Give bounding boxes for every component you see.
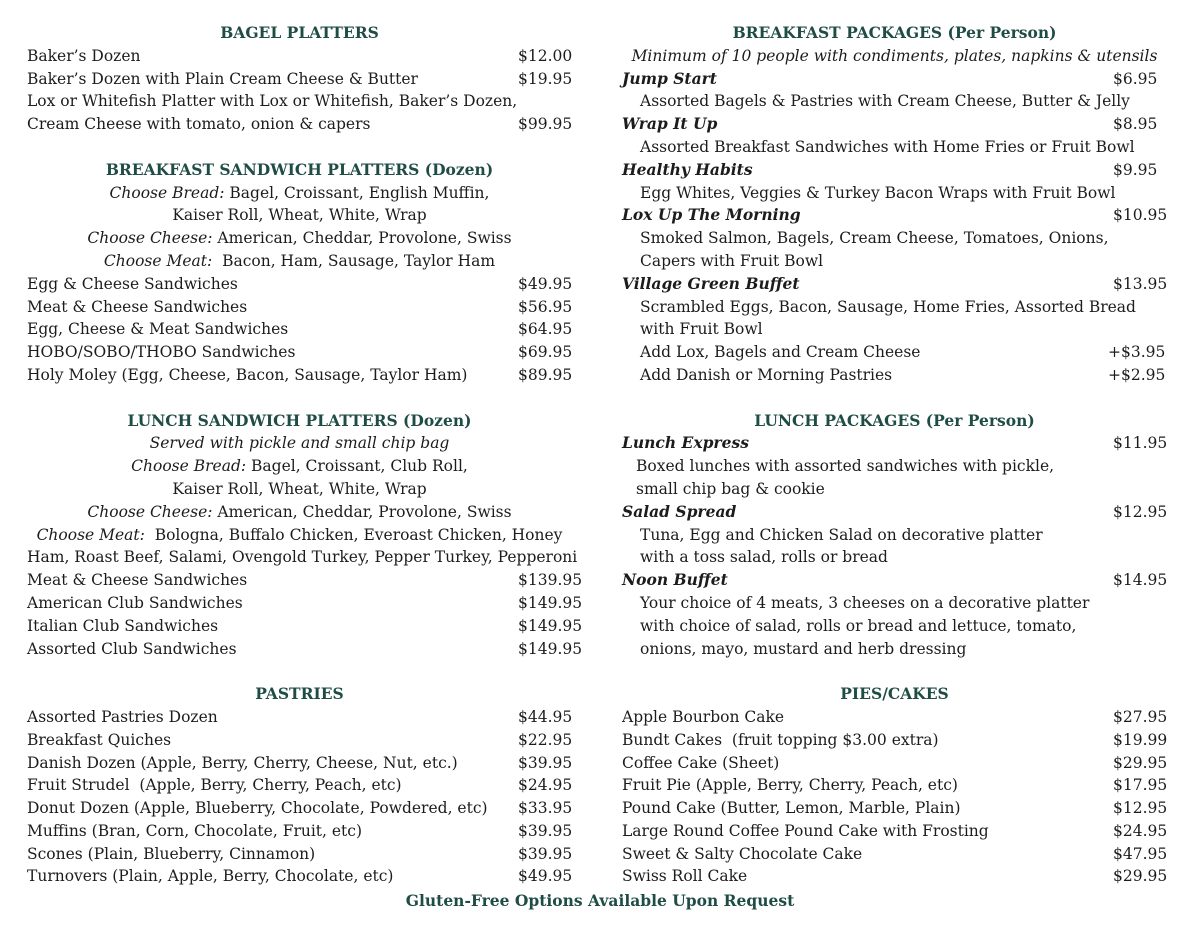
- menu-item: [27, 865, 572, 888]
- option-text: Bagel, Croissant, Club Roll,: [246, 457, 468, 476]
- package-desc: Capers with Fruit Bowl: [640, 251, 824, 270]
- package-item: [622, 204, 1167, 227]
- served-note: Served with pickle and small chip bag: [149, 434, 450, 453]
- item-name: Muffins (Bran, Corn, Chocolate, Fruit, etc): [27, 821, 363, 840]
- item-price: $29.95: [1113, 753, 1168, 772]
- addon-price: +$3.95: [1108, 343, 1166, 362]
- item-price: $149.95: [518, 639, 583, 658]
- menu-item: [622, 774, 1167, 797]
- item-price: $56.95: [518, 297, 573, 316]
- addon-item: [622, 341, 1167, 364]
- left-column: [27, 22, 583, 888]
- menu-item: [622, 706, 1167, 729]
- item-price: $27.95: [1113, 707, 1168, 726]
- package-name: Village Green Buffet: [622, 273, 800, 293]
- item-price: $89.95: [518, 365, 573, 384]
- menu-item: [622, 797, 1167, 820]
- item-price: $24.95: [1113, 821, 1168, 840]
- menu-item: [27, 592, 583, 615]
- package-desc: small chip bag & cookie: [636, 479, 825, 498]
- menu-item: [27, 638, 583, 661]
- item-price: $11.95: [1113, 434, 1168, 453]
- item-price: $19.95: [518, 69, 573, 88]
- package-desc: Boxed lunches with assorted sandwiches with pickle,: [636, 457, 1055, 476]
- menu-item: [27, 45, 572, 68]
- menu-item: [27, 797, 572, 820]
- package-name: Lunch Express: [622, 433, 749, 453]
- item-price: $47.95: [1113, 844, 1168, 863]
- option-bread: [27, 182, 572, 205]
- menu-item: [27, 752, 572, 775]
- menu-item: [27, 843, 572, 866]
- package-desc: with a toss salad, rolls or bread: [640, 548, 888, 567]
- item-price: $149.95: [518, 593, 583, 612]
- item-price: $49.95: [518, 274, 573, 293]
- item-price: $12.00: [518, 46, 573, 65]
- section-title-breakfast-sandwich-platters: BREAKFAST SANDWICH PLATTERS (Dozen): [105, 159, 494, 179]
- right-column: [622, 22, 1167, 888]
- option-bread: [27, 455, 572, 478]
- item-price: $14.95: [1113, 571, 1168, 590]
- item-price: $49.95: [518, 867, 573, 886]
- menu-item: [27, 341, 572, 364]
- package-name: Jump Start: [622, 68, 717, 88]
- addon-name: Add Danish or Morning Pastries: [640, 365, 893, 384]
- item-price: $12.95: [1113, 502, 1168, 521]
- package-item: [622, 501, 1167, 524]
- section-title-bagel-platters: BAGEL PLATTERS: [220, 23, 379, 42]
- item-name: Fruit Strudel (Apple, Berry, Cherry, Peach, etc): [27, 776, 402, 795]
- menu-item: [622, 820, 1167, 843]
- item-name: Scones (Plain, Blueberry, Cinnamon): [27, 844, 316, 863]
- item-price: $22.95: [518, 730, 573, 749]
- section-title-lunch-sandwich-platters: LUNCH SANDWICH PLATTERS (Dozen): [127, 410, 472, 430]
- item-name: Egg & Cheese Sandwiches: [27, 274, 238, 293]
- option-text: Bologna, Buffalo Chicken, Everoast Chicken, Honey: [144, 525, 563, 544]
- menu-item: [27, 318, 572, 341]
- item-price: $17.95: [1113, 776, 1168, 795]
- minimum-note: Minimum of 10 people with condiments, plates, napkins & utensils: [631, 46, 1158, 65]
- menu-item: [27, 615, 583, 638]
- item-name: Italian Club Sandwiches: [27, 616, 219, 635]
- item-price: $12.95: [1113, 799, 1168, 818]
- item-name: American Club Sandwiches: [27, 593, 243, 612]
- section-title-pastries: PASTRIES: [255, 684, 344, 704]
- package-desc: Your choice of 4 meats, 3 cheeses on a decorative platter: [640, 593, 1090, 612]
- option-meat: [27, 250, 572, 273]
- package-desc: Tuna, Egg and Chicken Salad on decorative platter: [640, 525, 1043, 544]
- menu-item: [27, 706, 572, 729]
- item-price: $149.95: [518, 616, 583, 635]
- menu-item: [27, 820, 572, 843]
- option-label: Choose Meat:: [103, 251, 213, 270]
- package-desc: onions, mayo, mustard and herb dressing: [640, 639, 967, 658]
- item-price: $8.95: [1113, 115, 1158, 134]
- item-name: Assorted Pastries Dozen: [27, 707, 218, 726]
- gluten-free-note: Gluten-Free Options Available Upon Request: [405, 891, 795, 910]
- addon-price: +$2.95: [1108, 365, 1166, 384]
- option-label: Choose Cheese:: [87, 502, 213, 521]
- item-name: Breakfast Quiches: [27, 730, 172, 749]
- package-name: Wrap It Up: [622, 114, 718, 134]
- item-name: HOBO/SOBO/THOBO Sandwiches: [27, 343, 296, 362]
- option-label: Choose Bread:: [109, 183, 225, 202]
- item-price: $33.95: [518, 799, 573, 818]
- item-price: $44.95: [518, 707, 573, 726]
- package-item: [622, 159, 1167, 182]
- item-name: Meat & Cheese Sandwiches: [27, 297, 248, 316]
- menu-item: [622, 752, 1167, 775]
- item-price: $64.95: [518, 320, 573, 339]
- item-price: $13.95: [1113, 274, 1168, 293]
- item-name: Holy Moley (Egg, Cheese, Bacon, Sausage, Taylor Ham): [27, 365, 468, 384]
- package-item: [622, 432, 1167, 455]
- menu-item: [27, 569, 583, 592]
- section-title-pies-cakes: PIES/CAKES: [840, 684, 949, 704]
- package-name: Lox Up The Morning: [622, 205, 801, 225]
- package-desc: Egg Whites, Veggies & Turkey Bacon Wraps with Fruit Bowl: [640, 183, 1116, 202]
- item-name: Fruit Pie (Apple, Berry, Cherry, Peach, etc): [622, 776, 958, 795]
- item-price: $29.95: [1113, 867, 1168, 886]
- option-meat-cont: Ham, Roast Beef, Salami, Ovengold Turkey, Pepper Turkey, Pepperoni: [27, 548, 578, 567]
- package-item: [622, 569, 1167, 592]
- item-price: $10.95: [1113, 206, 1168, 225]
- menu-item: [27, 364, 572, 387]
- item-name: Baker’s Dozen: [27, 46, 141, 65]
- item-name: Turnovers (Plain, Apple, Berry, Chocolate, etc): [27, 867, 394, 886]
- package-item: [622, 113, 1167, 136]
- package-item: [622, 273, 1167, 296]
- option-text: American, Cheddar, Provolone, Swiss: [212, 229, 512, 248]
- item-name: Cream Cheese with tomato, onion & capers: [27, 115, 371, 134]
- item-name: Egg, Cheese & Meat Sandwiches: [27, 320, 289, 339]
- item-price: $99.95: [518, 115, 573, 134]
- option-meat: [27, 524, 572, 547]
- package-name: Healthy Habits: [622, 159, 753, 179]
- package-desc: Scrambled Eggs, Bacon, Sausage, Home Fries, Assorted Bread: [640, 297, 1136, 316]
- menu-item: [27, 296, 572, 319]
- item-name: Baker’s Dozen with Plain Cream Cheese & Butter: [27, 69, 418, 88]
- package-desc: with choice of salad, rolls or bread and lettuce, tomato,: [640, 616, 1077, 635]
- menu-item: [622, 865, 1167, 888]
- menu-item: [27, 90, 572, 113]
- item-name: Assorted Club Sandwiches: [27, 639, 237, 658]
- menu-item: [27, 113, 572, 136]
- item-name: Apple Bourbon Cake: [622, 707, 785, 726]
- option-text: Bacon, Ham, Sausage, Taylor Ham: [212, 251, 496, 270]
- item-price: $19.99: [1113, 730, 1168, 749]
- menu-item: [27, 68, 572, 91]
- option-cheese: [27, 501, 572, 524]
- item-price: $69.95: [518, 343, 573, 362]
- menu-item: [622, 843, 1167, 866]
- item-name: Large Round Coffee Pound Cake with Frosting: [622, 821, 989, 840]
- option-text: American, Cheddar, Provolone, Swiss: [212, 502, 512, 521]
- package-name: Salad Spread: [622, 501, 737, 521]
- item-price: $39.95: [518, 821, 573, 840]
- menu-item: [27, 729, 572, 752]
- option-text: Bagel, Croissant, English Muffin,: [224, 183, 490, 202]
- item-name: Lox or Whitefish Platter with Lox or Whitefish, Baker’s Dozen,: [27, 92, 518, 111]
- item-price: $39.95: [518, 844, 573, 863]
- item-price: $6.95: [1113, 69, 1158, 88]
- menu-item: [27, 774, 572, 797]
- option-bread-cont: Kaiser Roll, Wheat, White, Wrap: [172, 479, 427, 498]
- menu-item: [27, 273, 572, 296]
- item-name: Donut Dozen (Apple, Blueberry, Chocolate, Powdered, etc): [27, 799, 488, 818]
- option-label: Choose Meat:: [36, 525, 145, 544]
- section-title-lunch-packages: LUNCH PACKAGES (Per Person): [754, 410, 1035, 430]
- addon-item: [622, 364, 1167, 387]
- package-desc: Smoked Salmon, Bagels, Cream Cheese, Tomatoes, Onions,: [640, 229, 1109, 248]
- item-price: $9.95: [1113, 160, 1158, 179]
- package-desc: with Fruit Bowl: [640, 320, 763, 339]
- addon-name: Add Lox, Bagels and Cream Cheese: [640, 343, 921, 362]
- section-title-breakfast-packages: BREAKFAST PACKAGES (Per Person): [732, 23, 1057, 42]
- option-cheese: [27, 227, 572, 250]
- item-name: Bundt Cakes (fruit topping $3.00 extra): [622, 730, 939, 749]
- item-name: Pound Cake (Butter, Lemon, Marble, Plain): [622, 799, 961, 818]
- item-price: $24.95: [518, 776, 573, 795]
- package-desc: Assorted Breakfast Sandwiches with Home Fries or Fruit Bowl: [640, 137, 1135, 156]
- option-bread-cont: Kaiser Roll, Wheat, White, Wrap: [172, 206, 427, 225]
- menu-item: [622, 729, 1167, 752]
- item-name: Coffee Cake (Sheet): [622, 753, 780, 772]
- item-price: $139.95: [518, 571, 583, 590]
- item-name: Meat & Cheese Sandwiches: [27, 571, 248, 590]
- item-price: $39.95: [518, 753, 573, 772]
- package-item: [622, 68, 1167, 91]
- item-name: Danish Dozen (Apple, Berry, Cherry, Cheese, Nut, etc.): [27, 753, 458, 772]
- option-label: Choose Cheese:: [87, 229, 213, 248]
- item-name: Swiss Roll Cake: [622, 867, 748, 886]
- item-name: Sweet & Salty Chocolate Cake: [622, 844, 863, 863]
- option-label: Choose Bread:: [131, 457, 247, 476]
- package-desc: Assorted Bagels & Pastries with Cream Cheese, Butter & Jelly: [640, 92, 1130, 111]
- package-name: Noon Buffet: [622, 570, 728, 590]
